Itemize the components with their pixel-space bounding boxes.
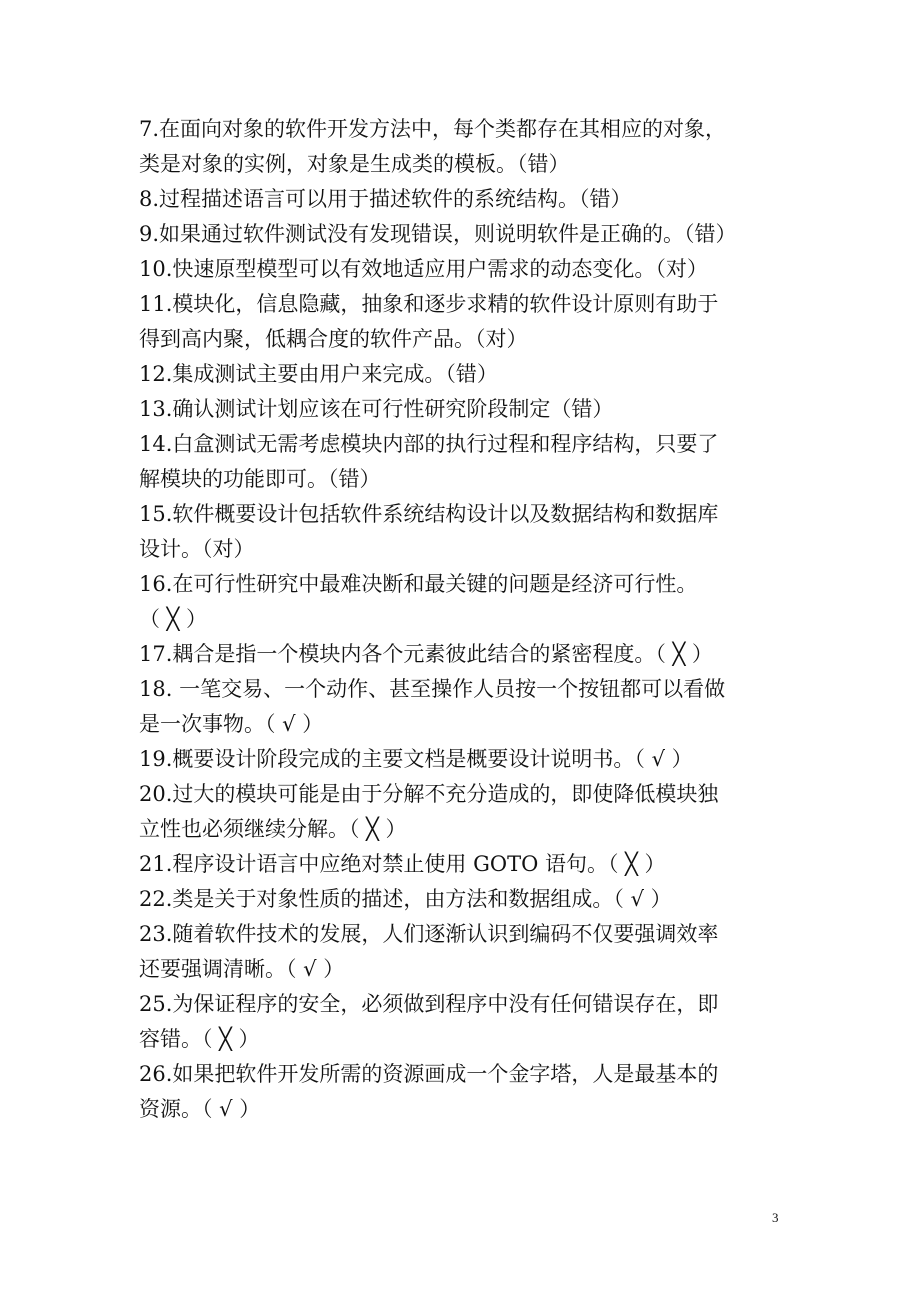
text-line: （ ╳ ） [139,607,207,631]
list-item [139,917,789,987]
page-number: 3 [772,1210,779,1225]
list-item [139,287,789,357]
text-line: 是一次事物。（ √ ） [139,712,324,736]
text-line: 15.软件概要设计包括软件系统结构设计以及数据结构和数据库 [139,502,719,526]
list-item [139,882,789,917]
text-line: 设计。（对） [139,537,255,561]
list-item [139,742,789,777]
text-line: 类是对象的实例，对象是生成类的模板。（错） [139,152,570,176]
text-line: 解模块的功能即可。（错） [139,467,381,491]
list-item [139,637,789,672]
text-line: 7.在面向对象的软件开发方法中，每个类都存在其相应的对象， [139,117,727,141]
text-line: 21.程序设计语言中应绝对禁止使用 GOTO 语句。（ ╳ ） [139,852,666,876]
text-line: 25.为保证程序的安全，必须做到程序中没有任何错误存在，即 [139,992,719,1016]
list-item [139,567,789,637]
text-line: 资源。（ √ ） [139,1097,261,1121]
text-line: 11.模块化，信息隐藏，抽象和逐步求精的软件设计原则有助于 [139,292,719,316]
text-line: 17.耦合是指一个模块内各个元素彼此结合的紧密程度。（ ╳ ） [139,642,713,666]
question-list [139,112,789,1127]
text-line: 22.类是关于对象性质的描述，由方法和数据组成。（ √ ） [139,887,672,911]
text-line: 20.过大的模块可能是由于分解不充分造成的，即使降低模块独 [139,782,719,806]
list-item [139,777,789,847]
text-line: 还要强调清晰。（ √ ） [139,957,345,981]
list-item [139,357,789,392]
text-line: 19.概要设计阶段完成的主要文档是概要设计说明书。（ √ ） [139,747,693,771]
text-line: 13.确认测试计划应该在可行性研究阶段制定（错） [139,397,614,421]
text-line: 23.随着软件技术的发展，人们逐渐认识到编码不仅要强调效率 [139,922,719,946]
text-line: 9.如果通过软件测试没有发现错误，则说明软件是正确的。（错） [139,222,737,246]
list-item [139,1057,789,1127]
list-item [139,847,789,882]
text-line: 得到高内聚，低耦合度的软件产品。（对） [139,327,528,351]
text-line: 12.集成测试主要由用户来完成。（错） [139,362,498,386]
list-item [139,987,789,1057]
list-item [139,217,789,252]
list-item [139,497,789,567]
list-item [139,182,789,217]
text-line: 立性也必须继续分解。（ ╳ ） [139,817,407,841]
text-line: 8.过程描述语言可以用于描述软件的系统结构。（错） [139,187,632,211]
text-line: 14.白盒测试无需考虑模块内部的执行过程和程序结构，只要了 [139,432,719,456]
text-line: 18. 一笔交易、一个动作、甚至操作人员按一个按钮都可以看做 [139,677,726,701]
list-item [139,427,789,497]
text-line: 26.如果把软件开发所需的资源画成一个金字塔，人是最基本的 [139,1062,719,1086]
list-item [139,672,789,742]
text-line: 16.在可行性研究中最难决断和最关键的问题是经济可行性。 [139,572,698,596]
text-line: 10.快速原型模型可以有效地适应用户需求的动态变化。（对） [139,257,708,281]
list-item [139,392,789,427]
list-item [139,252,789,287]
list-item [139,112,789,182]
text-line: 容错。（ ╳ ） [139,1027,260,1051]
